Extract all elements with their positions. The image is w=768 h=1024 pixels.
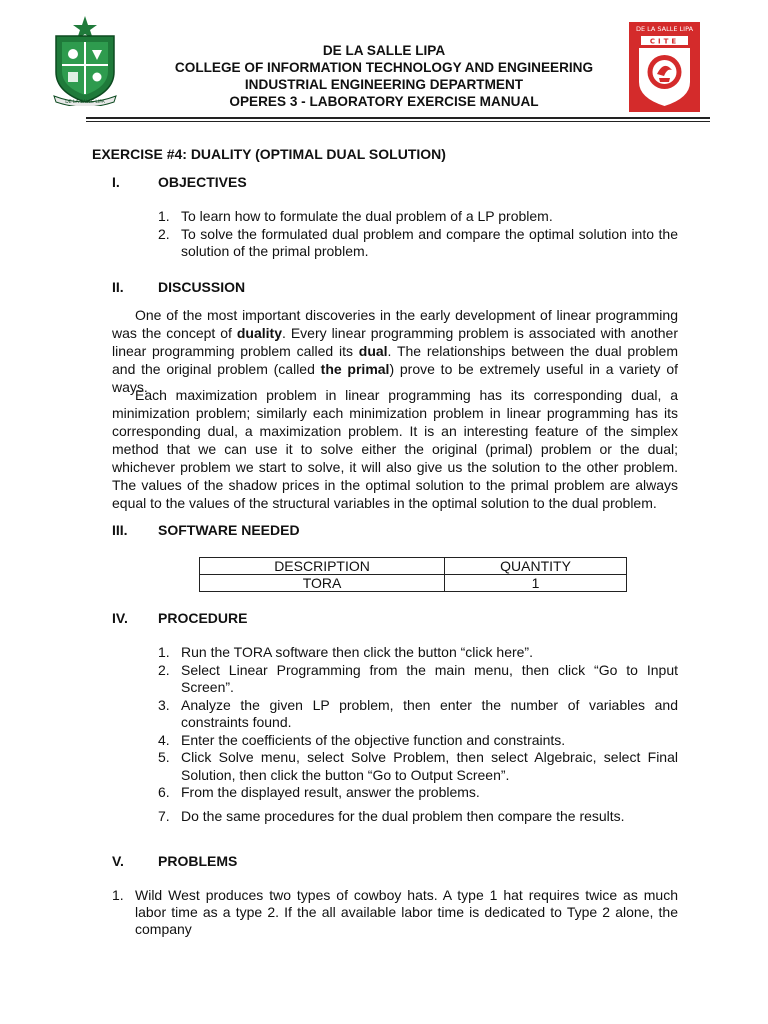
procedure-list — [158, 644, 678, 825]
procedure-step: 7. Do the same procedures for the dual problem then compare the results. — [158, 807, 625, 824]
objective-item: 2. To solve the formulated dual problem and compare the optimal solution into the solution of the primal problem. — [158, 225, 678, 259]
software-table — [199, 557, 627, 592]
crest-ribbon-text: DE LA SALLE LIPA — [65, 100, 105, 105]
header-line-college: COLLEGE OF INFORMATION TECHNOLOGY AND ENGINEERING — [174, 60, 594, 75]
table-cell: 1 — [445, 575, 627, 592]
exercise-title: EXERCISE #4: DUALITY (OPTIMAL DUAL SOLUTION) — [92, 146, 446, 162]
section-title-procedure: PROCEDURE — [158, 610, 248, 626]
section-number-objectives: I. — [112, 174, 120, 190]
objectives-list — [158, 208, 678, 261]
cite-logo — [629, 22, 700, 112]
table-row — [200, 575, 627, 592]
header-divider-thick — [86, 117, 710, 119]
table-header-cell: DESCRIPTION — [200, 558, 445, 575]
section-title-problems: PROBLEMS — [158, 853, 238, 869]
objective-item: 1. To learn how to formulate the dual problem of a LP problem. — [158, 208, 553, 224]
section-number-software: III. — [112, 522, 128, 538]
cite-logo-school-text: DE LA SALLE LIPA — [635, 25, 694, 33]
section-number-problems: V. — [112, 853, 124, 869]
procedure-step: 6. From the displayed result, answer the problems. — [158, 784, 480, 800]
section-title-discussion: DISCUSSION — [158, 279, 246, 295]
table-cell: TORA — [200, 575, 445, 592]
procedure-step: 5. Click Solve menu, select Solve Problem, then select Algebraic, select Final Solution, then click the button “Go to Output Screen”. — [158, 749, 678, 783]
section-number-procedure: IV. — [112, 610, 128, 626]
header-line-school: DE LA SALLE LIPA — [322, 43, 446, 58]
header-line-department: INDUSTRIAL ENGINEERING DEPARTMENT — [244, 77, 524, 92]
section-title-objectives: OBJECTIVES — [158, 174, 247, 190]
procedure-step: 3. Analyze the given LP problem, then enter the number of variables and constraints found. — [158, 696, 678, 730]
discussion-paragraph-1: One of the most important discoveries in the early development of linear programming was the concept of duality. Every linear programming problem is associated with another linear programming problem called its dual. The relationships between the dual problem and the original problem (called the primal) prove to be extremely useful in a variety of ways. — [112, 307, 679, 395]
header-divider-thin — [86, 121, 710, 122]
table-header-row — [200, 558, 627, 575]
section-number-discussion: II. — [112, 279, 124, 295]
document-header — [140, 42, 628, 110]
header-line-manual: OPERES 3 - LABORATORY EXERCISE MANUAL — [229, 94, 539, 109]
table-header-cell: QUANTITY — [445, 558, 627, 575]
procedure-step: 4. Enter the coefficients of the objective function and constraints. — [158, 731, 566, 748]
procedure-step: 2. Select Linear Programming from the main menu, then click “Go to Input Screen”. — [158, 661, 678, 695]
problem-item: 1. Wild West produces two types of cowboy hats. A type 1 hat requires twice as much labor time as a type 2. If the all available labor time is dedicated to Type 2 alone, the company — [112, 887, 678, 937]
de-la-salle-crest-logo — [48, 14, 122, 106]
procedure-step: 1. Run the TORA software then click the button “click here”. — [158, 644, 533, 660]
discussion-paragraph-2: Each maximization problem in linear programming has its corresponding dual, a minimization problem; similarly each minimization problem in linear programming has its corresponding dual, a maximization problem. It is an interesting feature of the simplex method that we can use it to solve either the original (primal) problem or the dual; whichever problem we start to solve, it will also give us the solution to the other problem. The values of the shadow prices in the optimal solution to the primal problem are always equal to the values of the structural variables in the optimal solution to the dual problem. — [112, 387, 678, 511]
cite-logo-badge-text: CITE — [649, 37, 680, 46]
section-title-software: SOFTWARE NEEDED — [158, 522, 300, 538]
